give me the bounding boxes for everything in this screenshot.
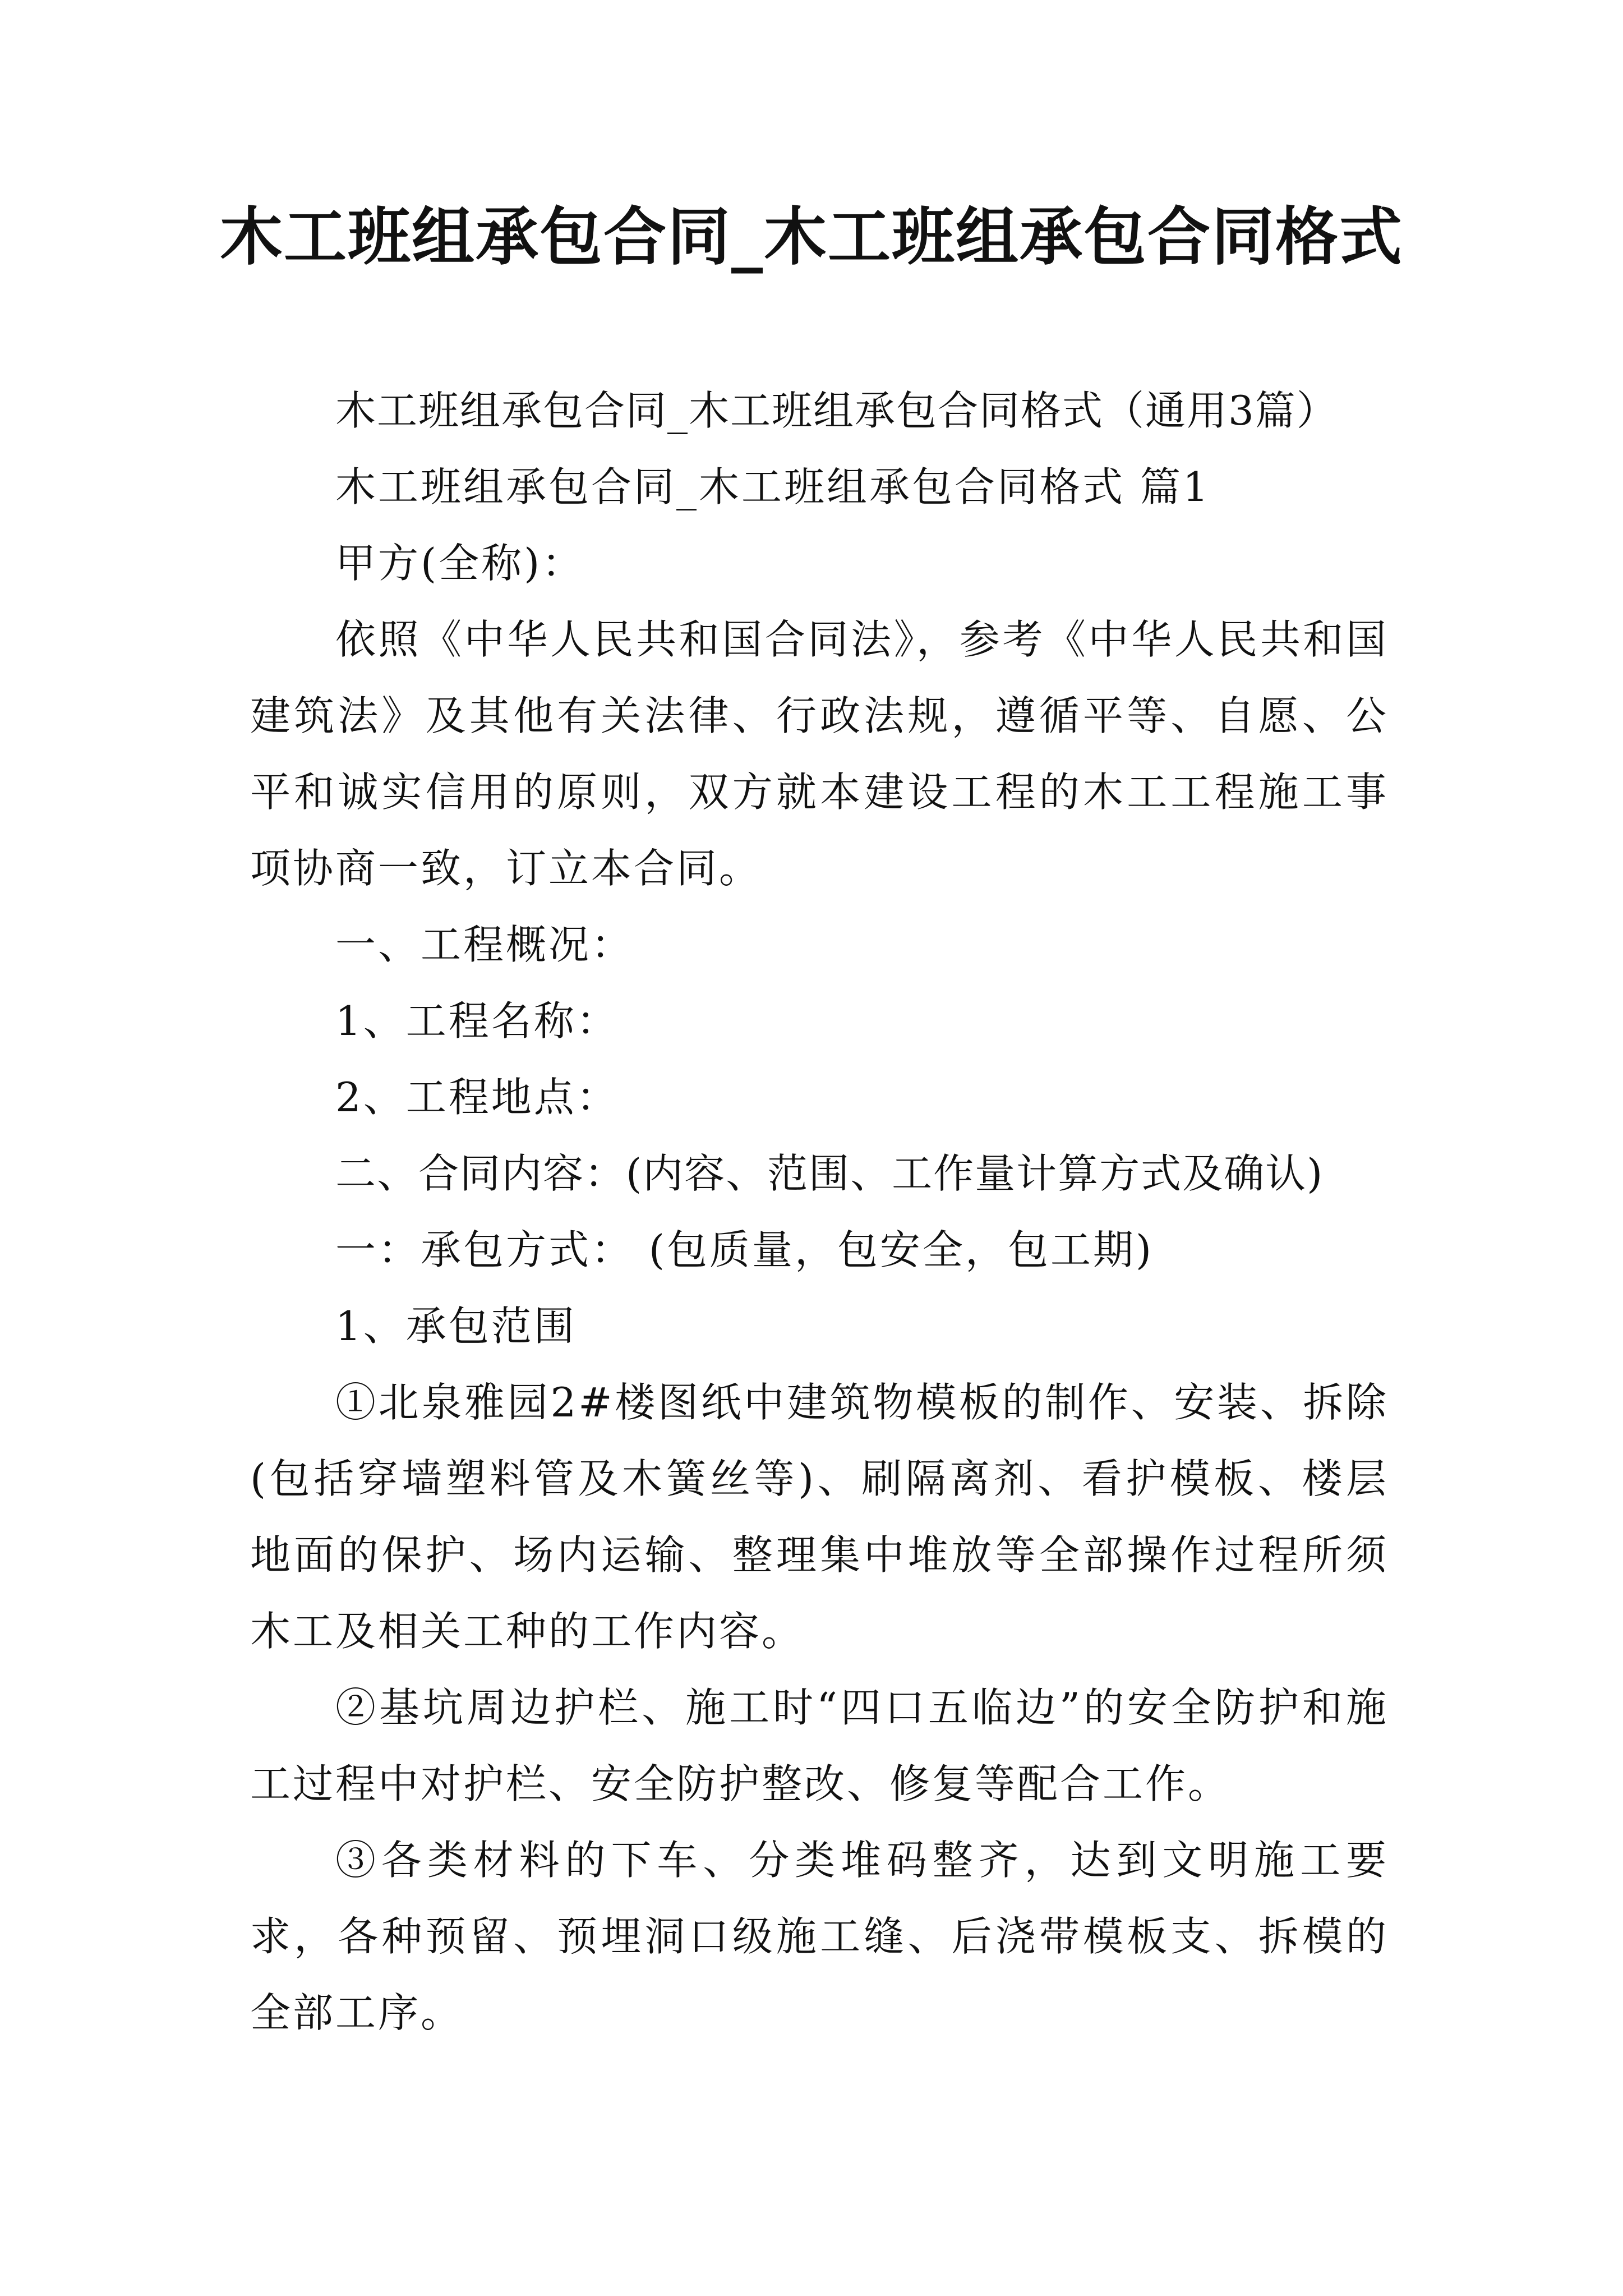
- paragraph-scope-item-3: ③各类材料的下车、分类堆码整齐，达到文明施工要求，各种预留、预埋洞口级施工缝、后浇带模板支、拆模的全部工序。: [250, 1837, 1389, 2036]
- paragraph-party-a: 甲方(全称)：: [335, 540, 585, 587]
- paragraph-scope-item-2: ②基坑周边护栏、施工时“四口五临边”的安全防护和施工过程中对护栏、安全防护整改、修复等配合工作。: [250, 1684, 1389, 1807]
- paragraph-contract-method: 一：承包方式： (包质量，包安全，包工期): [335, 1226, 1154, 1273]
- document-title: 木工班组承包合同_木工班组承包合同格式: [220, 200, 1403, 274]
- paragraph-project-name: 1、工程名称：: [335, 997, 619, 1045]
- paragraph-project-overview: 一、工程概况：: [335, 921, 634, 968]
- paragraph-section-heading: 木工班组承包合同_木工班组承包合同格式 篇1: [335, 463, 1211, 510]
- paragraph-contract-content: 二、合同内容：(内容、范围、工作量计算方式及确认): [335, 1150, 1324, 1197]
- paragraph-subtitle: 木工班组承包合同_木工班组承包合同格式（通用3篇）: [335, 387, 1338, 434]
- document-body: [250, 372, 1389, 2051]
- paragraph-scope-item-1: ①北泉雅园2#楼图纸中建筑物模板的制作、安装、拆除(包括穿墙塑料管及木簧丝等)、刷隔离剂、看护模板、楼层地面的保护、场内运输、整理集中堆放等全部操作过程所须木工及相关工种的工作内容。: [250, 1379, 1389, 1655]
- paragraph-project-location: 2、工程地点：: [335, 1074, 619, 1121]
- paragraph-preamble: 依照《中华人民共和国合同法》，参考《中华人民共和国建筑法》及其他有关法律、行政法规，遵循平等、自愿、公平和诚实信用的原则，双方就本建设工程的木工工程施工事项协商一致，订立本合同。: [250, 616, 1389, 892]
- paragraph-scope-heading: 1、承包范围: [335, 1303, 577, 1350]
